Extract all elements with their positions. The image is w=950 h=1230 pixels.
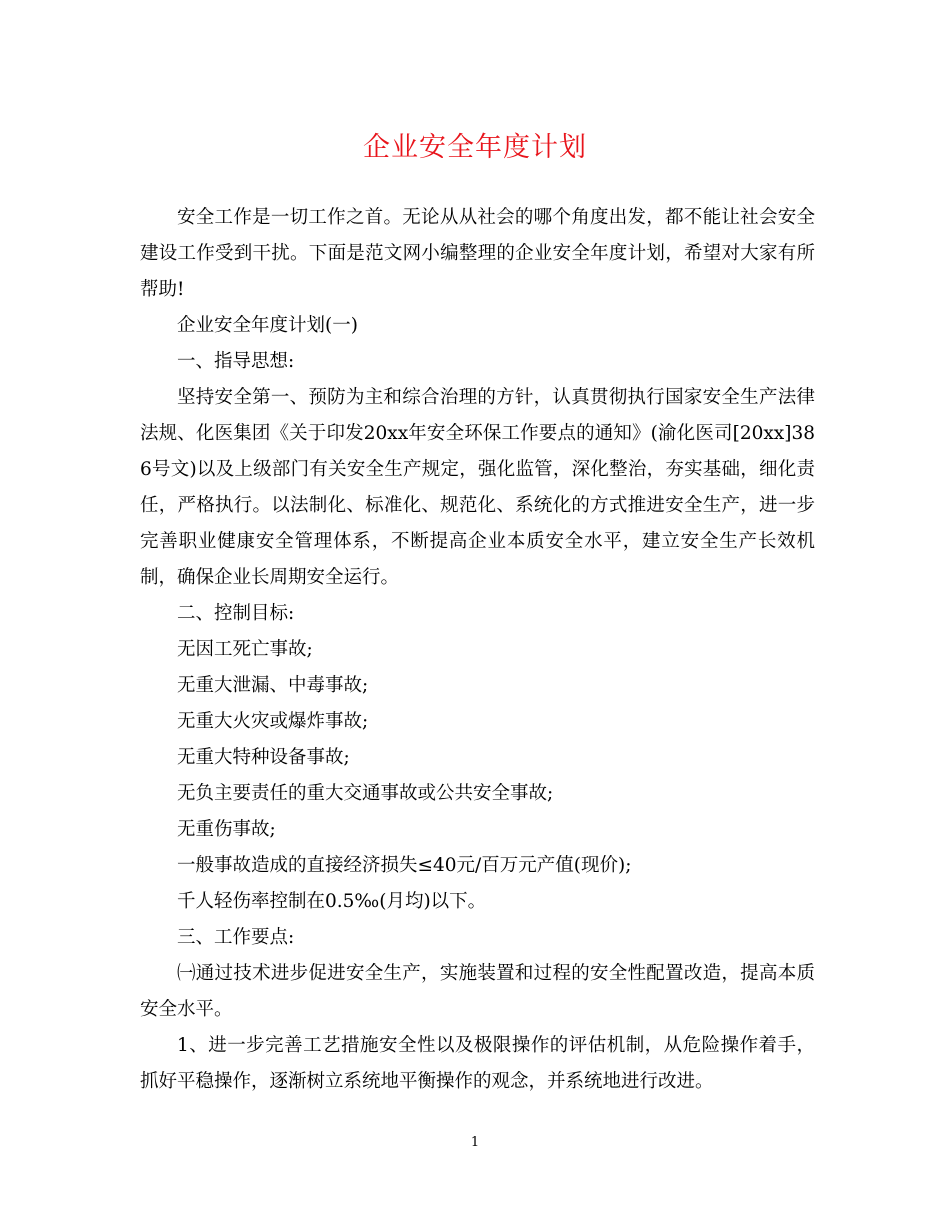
- section-heading-work-points: 三、工作要点:: [177, 927, 295, 948]
- section-heading-guiding-ideology: 一、指导思想:: [177, 351, 295, 372]
- target-item: 无重大泄漏、中毒事故;: [177, 675, 369, 696]
- target-item: 一般事故造成的直接经济损失≤40元/百万元产值(现价);: [177, 855, 632, 876]
- work-point-paragraph: ㈠通过技术进步促进安全生产，实施装置和过程的安全性配置改造，提高本质安全水平。: [140, 963, 815, 1020]
- target-item: 无重大火灾或爆炸事故;: [177, 711, 369, 732]
- target-item: 千人轻伤率控制在0.5‰(月均)以下。: [177, 891, 487, 912]
- work-point-paragraph: 1、进一步完善工艺措施安全性以及极限操作的评估机制，从危险操作着手，抓好平稳操作，逐渐树立系统地平衡操作的观念，并系统地进行改进。: [140, 1035, 815, 1092]
- plan-heading: 企业安全年度计划(一): [177, 315, 358, 336]
- guiding-ideology-paragraph: 坚持安全第一、预防为主和综合治理的方针，认真贯彻执行国家安全生产法律法规、化医集团《关于印发20xx年安全环保工作要点的通知》(渝化医司[20xx]386号文)以及上级部门有关安全生产规定，强化监管，深化整治，夯实基础，细化责任，严格执行。以法制化、标准化、规范化、系统化的方式推进安全生产，进一步完善职业健康安全管理体系，不断提高企业本质安全水平，建立安全生产长效机制，确保企业长周期安全运行。: [140, 387, 815, 588]
- target-item: 无因工死亡事故;: [177, 639, 313, 660]
- target-item: 无负主要责任的重大交通事故或公共安全事故;: [177, 783, 554, 804]
- intro-paragraph: 安全工作是一切工作之首。无论从从社会的哪个角度出发，都不能让社会安全建设工作受到干扰。下面是范文网小编整理的企业安全年度计划，希望对大家有所帮助!: [140, 207, 815, 300]
- page-number: 1: [470, 1135, 480, 1150]
- document-body: [140, 200, 815, 1100]
- target-item: 无重伤事故;: [177, 819, 276, 840]
- section-heading-control-targets: 二、控制目标:: [177, 603, 295, 624]
- document-title: 企业安全年度计划: [363, 132, 587, 163]
- target-item: 无重大特种设备事故;: [177, 747, 350, 768]
